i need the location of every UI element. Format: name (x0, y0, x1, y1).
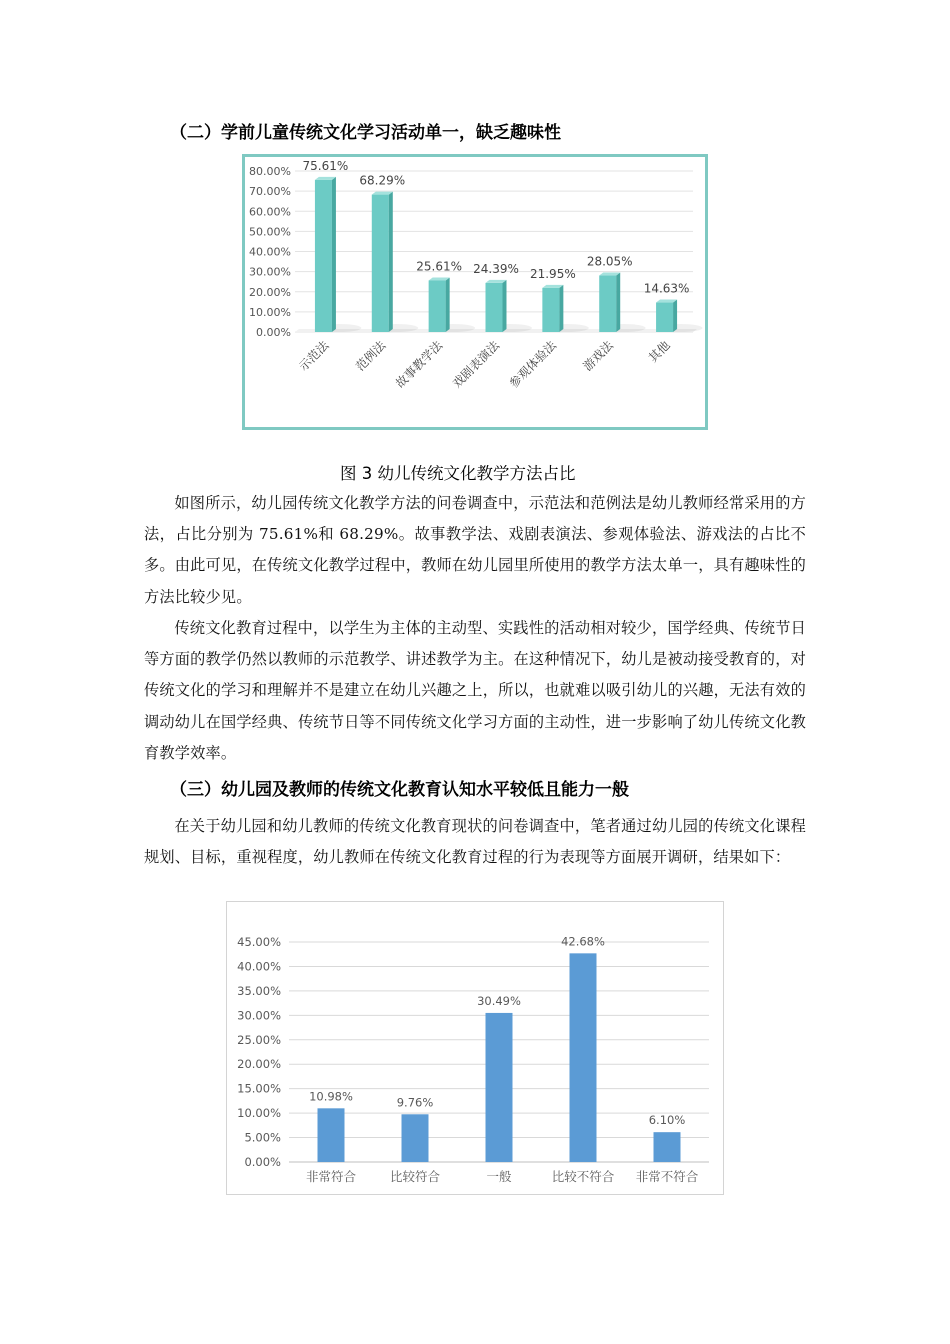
data-label: 30.49% (477, 993, 521, 1008)
category-label: 游戏法 (580, 338, 616, 374)
data-label: 6.10% (648, 1113, 686, 1128)
y-tick-label: 10.00% (237, 1106, 281, 1121)
category-label: 比较不符合 (551, 1169, 615, 1184)
y-tick-label: 30.00% (237, 1008, 281, 1023)
data-label: 25.61% (416, 259, 463, 274)
bar (656, 300, 703, 332)
data-label: 24.39% (473, 261, 519, 276)
bar-side (559, 285, 563, 332)
teaching-method-bar-chart (245, 157, 705, 427)
data-label: 21.95% (529, 266, 576, 281)
bar-front (429, 280, 446, 332)
survey-result-chart (226, 901, 724, 1195)
category-label: 其他 (645, 338, 673, 366)
data-label: 28.05% (586, 254, 633, 269)
y-tick-label: 20.00% (249, 285, 291, 299)
category-label: 戏剧表演法 (449, 338, 503, 391)
y-tick-label: 20.00% (237, 1057, 281, 1072)
bar-front (542, 288, 559, 332)
category-label: 示范法 (296, 338, 332, 374)
y-tick-label: 0.00% (256, 326, 291, 339)
paragraph-3: 在关于幼儿园和幼儿教师的传统文化教育现状的问卷调查中，笔者通过幼儿园的传统文化课程规划、目标，重视程度，幼儿教师在传统文化教育过程的行为表现等方面展开调研，结果如下： (144, 817, 806, 867)
category-label: 范例法 (353, 338, 389, 374)
y-tick-label: 0.00% (244, 1155, 281, 1169)
bar (315, 177, 362, 332)
bar (486, 1013, 513, 1162)
bar (318, 1108, 345, 1162)
bar-front (486, 283, 503, 332)
section-heading-3: （三）幼儿园及教师的传统文化教育认知水平较低且能力一般 (170, 780, 629, 800)
bar-side (503, 280, 507, 332)
paragraph-1: 如图所示，幼儿园传统文化教学方法的问卷调查中，示范法和范例法是幼儿教师经常采用的方法，占比分别为 75.61%和 68.29%。故事教学法、戏剧表演法、参观体验法、游戏法的占比不多。由此可见，在传统文化教学过程中，教师在幼儿园里所使用的教学方法太单一，具有趣味性的方法比较少见。 (144, 494, 806, 606)
bar (402, 1114, 429, 1162)
y-tick-label: 40.00% (237, 959, 281, 974)
y-tick-label: 40.00% (249, 245, 291, 259)
category-label: 一般 (486, 1169, 512, 1184)
bar-side (673, 300, 677, 332)
y-tick-label: 10.00% (249, 305, 291, 319)
bar-front (315, 180, 332, 332)
data-label: 75.61% (302, 158, 349, 173)
bar-side (616, 273, 620, 332)
category-label: 参观体验法 (506, 338, 559, 391)
figure-3-caption: 图 3 幼儿传统文化教学方法占比 (340, 464, 576, 483)
y-tick-label: 35.00% (237, 983, 281, 998)
y-tick-label: 25.00% (237, 1032, 281, 1047)
y-tick-label: 5.00% (244, 1130, 281, 1145)
cognition-level-bar-chart (227, 902, 723, 1194)
data-label: 68.29% (359, 173, 406, 188)
data-label: 9.76% (396, 1095, 434, 1110)
category-label: 比较符合 (389, 1169, 441, 1184)
y-tick-label: 60.00% (249, 205, 291, 219)
figure-3-chart (242, 154, 708, 430)
bar-side (332, 177, 336, 332)
bar-front (599, 276, 616, 332)
y-tick-label: 80.00% (249, 165, 291, 178)
bar (372, 192, 419, 332)
data-label: 10.98% (309, 1089, 353, 1104)
bar-side (446, 277, 450, 332)
category-label: 非常不符合 (635, 1169, 699, 1184)
paragraph-2: 传统文化教育过程中，以学生为主体的主动型、实践性的活动相对较少，国学经典、传统节日等方面的教学仍然以教师的示范教学、讲述教学为主。在这种情况下，幼儿是被动接受教育的，对传统文化的学习和理解并不是建立在幼儿兴趣之上，所以，也就难以吸引幼儿的兴趣，无法有效的调动幼儿在国学经典、传统节日等不同传统文化学习方面的主动性，进一步影响了幼儿传统文化教育教学效率。 (144, 619, 806, 762)
data-label: 42.68% (561, 934, 605, 949)
bar-front (372, 195, 389, 332)
category-label: 故事教学法 (392, 338, 446, 391)
y-tick-label: 70.00% (249, 185, 291, 199)
y-tick-label: 30.00% (249, 265, 291, 279)
y-tick-label: 15.00% (237, 1081, 281, 1096)
bar (486, 280, 533, 332)
section-heading-2: （二）学前儿童传统文化学习活动单一，缺乏趣味性 (170, 123, 561, 143)
y-tick-label: 50.00% (249, 225, 291, 239)
data-label: 14.63% (643, 281, 690, 296)
bar-side (389, 192, 393, 332)
bar (429, 277, 476, 332)
bar (654, 1132, 681, 1162)
category-label: 非常符合 (305, 1169, 357, 1184)
bar (599, 273, 646, 332)
bar-front (656, 303, 673, 332)
bar (570, 953, 597, 1162)
y-tick-label: 45.00% (237, 935, 281, 949)
